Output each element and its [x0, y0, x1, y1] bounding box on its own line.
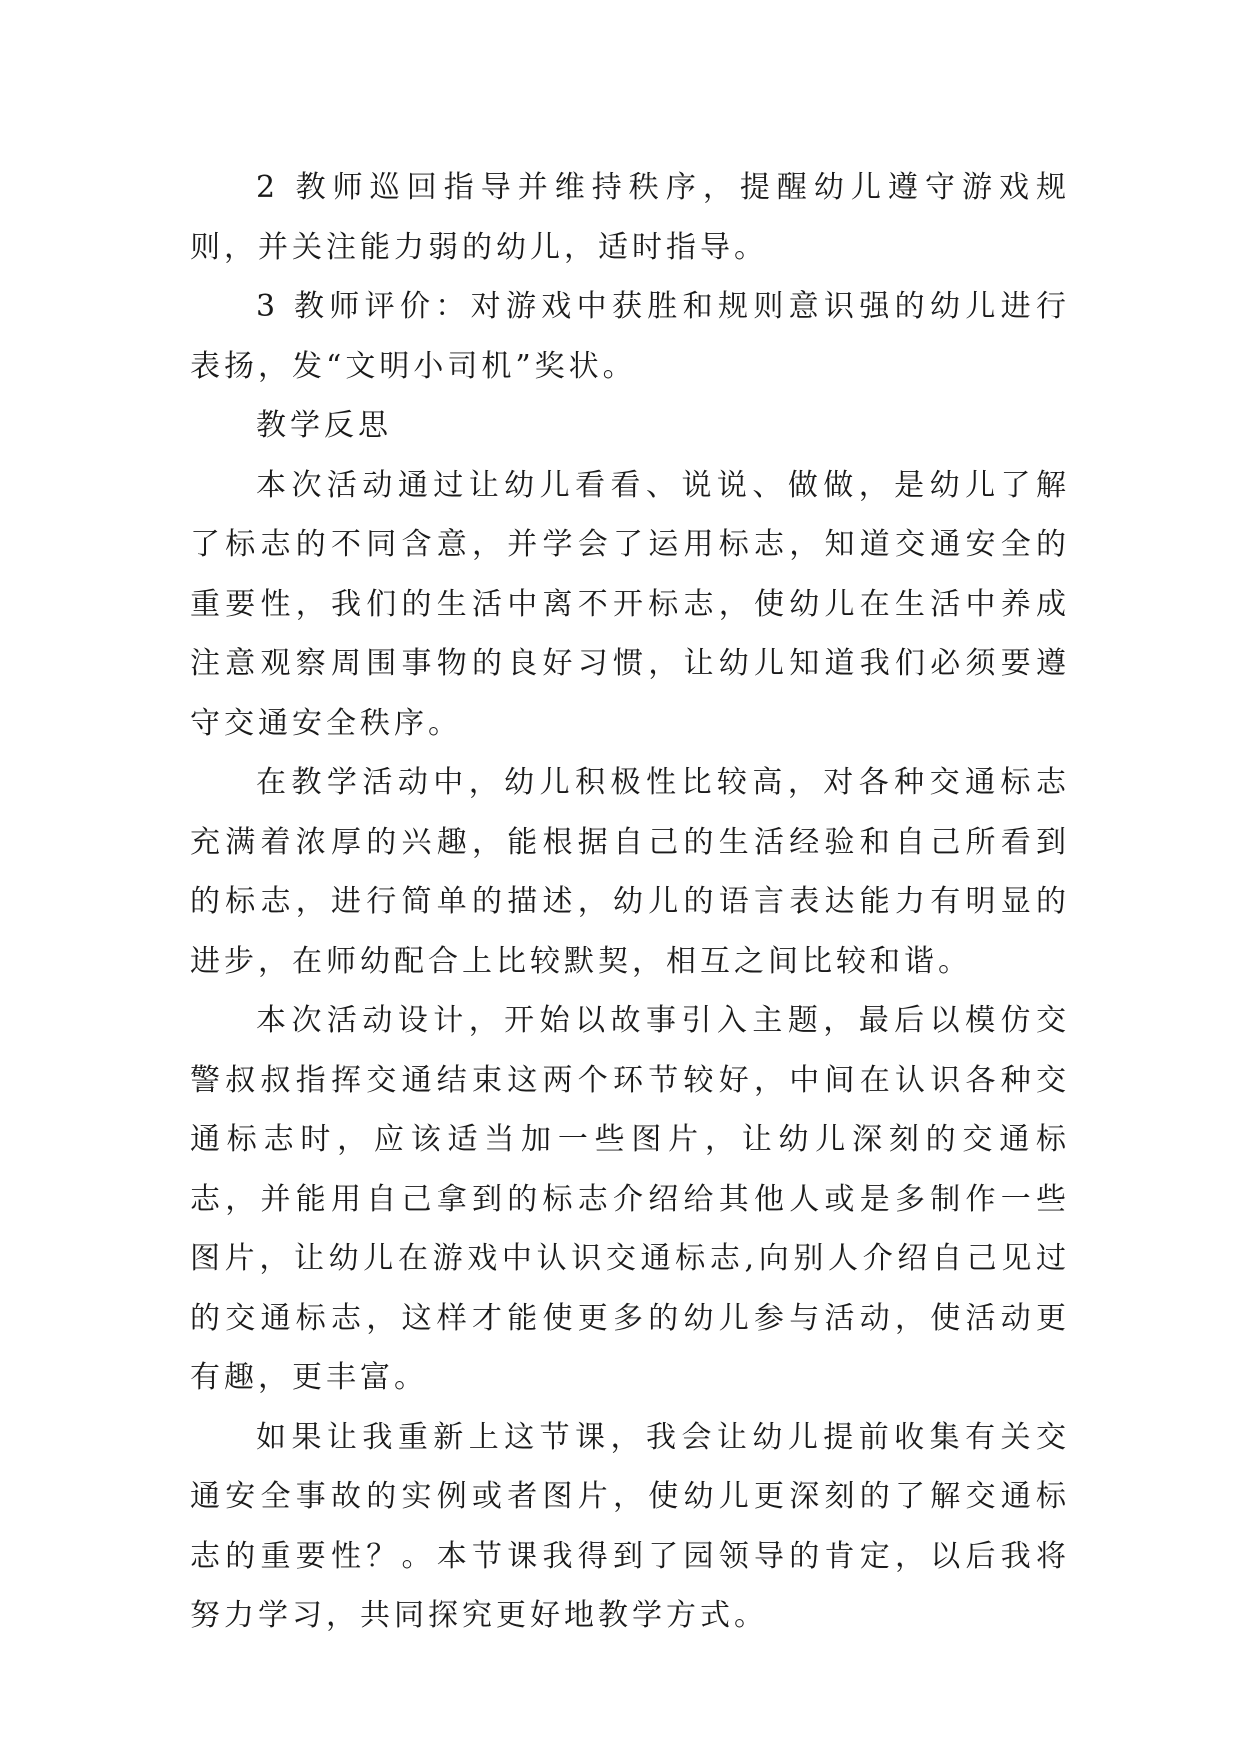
paragraph-teacher-evaluation: 3 教师评价：对游戏中获胜和规则意识强的幼儿进行表扬，发“文明小司机”奖状。: [190, 289, 1070, 384]
paragraph-teacher-guidance: 2 教师巡回指导并维持秩序，提醒幼儿遵守游戏规则，并关注能力弱的幼儿，适时指导。: [190, 170, 1070, 265]
paragraph-reflection-4: 如果让我重新上这节课，我会让幼儿提前收集有关交通安全事故的实例或者图片，使幼儿更深刻的了解交通标志的重要性？。本节课我得到了园领导的肯定，以后我将努力学习，共同探究更好地教学方式。: [190, 1419, 1070, 1633]
paragraph-reflection-3: 本次活动设计，开始以故事引入主题，最后以模仿交警叔叔指挥交通结束这两个环节较好，中间在认识各种交通标志时，应该适当加一些图片，让幼儿深刻的交通标志，并能用自己拿到的标志介绍给其他人或是多制作一些图片，让幼儿在游戏中认识交通标志,向别人介绍自己见过的交通标志，这样才能使更多的幼儿参与活动，使活动更有趣，更丰富。: [190, 1003, 1070, 1395]
section-heading-teaching-reflection: 教学反思: [256, 408, 392, 443]
paragraph-reflection-2: 在教学活动中，幼儿积极性比较高，对各种交通标志充满着浓厚的兴趣，能根据自己的生活经验和自己所看到的标志，进行简单的描述，幼儿的语言表达能力有明显的进步，在师幼配合上比较默契，相互之间比较和谐。: [190, 765, 1070, 979]
document-body: [190, 158, 1070, 1646]
paragraph-reflection-1: 本次活动通过让幼儿看看、说说、做做，是幼儿了解了标志的不同含意，并学会了运用标志，知道交通安全的重要性，我们的生活中离不开标志，使幼儿在生活中养成注意观察周围事物的良好习惯，让幼儿知道我们必须要遵守交通安全秩序。: [190, 467, 1070, 741]
